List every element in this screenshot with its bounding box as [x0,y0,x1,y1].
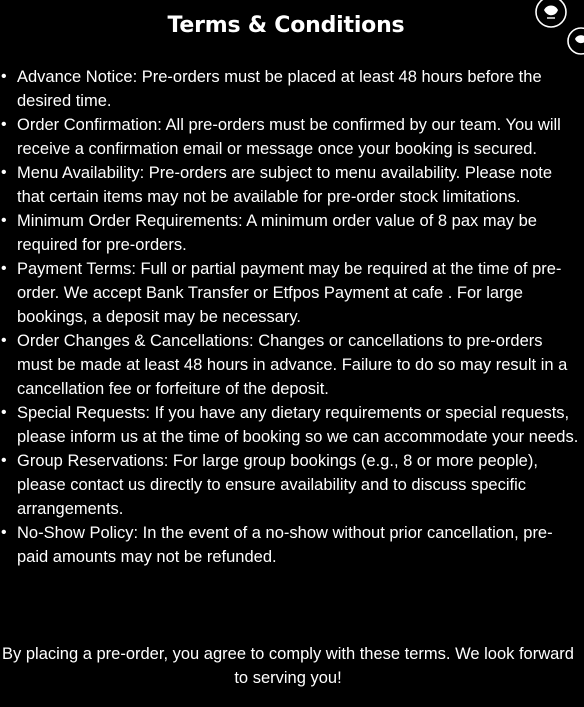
list-item [0,329,584,401]
term-text: Order Changes & Cancellations: Changes or cancellations to pre-orders must be made at least 48 hours in advance. Failure to do so may result in a cancellation fee or forfeiture of the deposit. [17,332,568,398]
bullet-icon: • [1,212,7,229]
list-item [0,521,584,569]
list-item [0,401,584,449]
term-text: Group Reservations: For large group bookings (e.g., 8 or more people), please contact us directly to ensure availability and to discuss specific arrangements. [17,452,538,518]
bullet-icon: • [1,332,7,349]
terms-list [0,65,584,569]
list-item [0,449,584,521]
page-title: Terms & Conditions [167,13,405,38]
term-text: No-Show Policy: In the event of a no-show without prior cancellation, pre-paid amounts may not be refunded. [17,524,553,566]
bullet-icon: • [1,452,7,469]
list-item [0,113,584,161]
bullet-icon: • [1,404,7,421]
list-item [0,65,584,113]
bullet-icon: • [1,68,7,85]
list-item [0,257,584,329]
term-text: Menu Availability: Pre-orders are subject to menu availability. Please note that certain items may not be available for pre-order stock limitations. [17,164,553,206]
bullet-icon: • [1,164,7,181]
term-text: Advance Notice: Pre-orders must be placed at least 48 hours before the desired time. [17,68,542,110]
list-item [0,209,584,257]
term-text: Minimum Order Requirements: A minimum order value of 8 pax may be required for pre-orders. [17,212,537,254]
bullet-icon: • [1,116,7,133]
bullet-icon: • [1,260,7,277]
term-text: Payment Terms: Full or partial payment may be required at the time of pre-order. We accept Bank Transfer or Etfpos Payment at cafe . For large bookings, a deposit may be necessary. [17,260,562,326]
term-text: Order Confirmation: All pre-orders must be confirmed by our team. You will receive a confirmation email or message once your booking is secured. [17,116,561,158]
bullet-icon: • [1,524,7,541]
list-item [0,161,584,209]
closing-statement: By placing a pre-order, you agree to comply with these terms. We look forward to serving you! [2,645,574,687]
term-text: Special Requests: If you have any dietary requirements or special requests, please inform us at the time of booking so we can accommodate your needs. [17,404,579,446]
